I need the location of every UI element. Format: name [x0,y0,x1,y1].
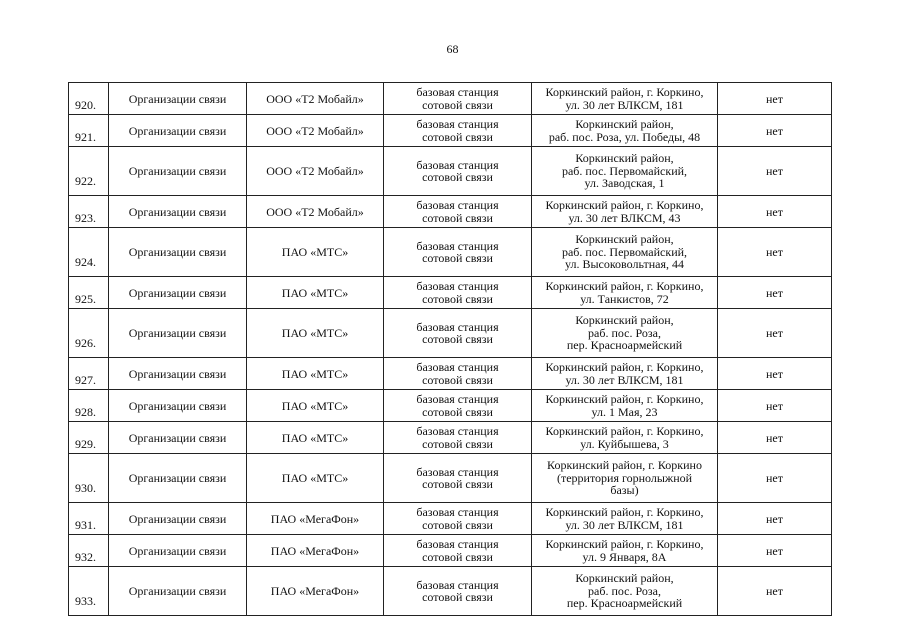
operator-name: ПАО «МегаФон» [247,535,384,567]
address-line: раб. пос. Первомайский, [561,163,688,178]
address-line: Коркинский район, г. Коркино, [545,424,704,438]
address-line: Коркинский район, г. Коркино, [545,279,704,293]
address-line: ул. Высоковольтная, 44 [564,257,684,272]
object-address [532,422,718,454]
object-address [532,454,718,503]
row-number: 926. [69,309,109,358]
object-type-line: сотовой связи [422,332,493,346]
object-type-line: базовая станция [416,238,499,253]
page-number: 68 [446,42,459,56]
organization-category: Организации связи [109,277,247,309]
address-line: Коркинский район, г. Коркино [547,458,702,473]
status-value: нет [718,503,832,535]
object-type-line: сотовой связи [422,436,493,451]
operator-name: ПАО «МТС» [247,390,384,422]
object-address [532,309,718,358]
operator-name: ПАО «МегаФон» [247,567,384,616]
organization-category: Организации связи [109,567,247,616]
object-type [384,228,532,277]
organization-category: Организации связи [109,83,247,115]
operator-name: ПАО «МТС» [247,228,384,277]
address-line: Коркинский район, г. Коркино, [545,85,704,99]
operator-name: ПАО «МегаФон» [247,503,384,535]
row-number: 933. [69,567,109,616]
row-number: 921. [69,115,109,147]
address-line: раб. пос. Роза, ул. Победы, 48 [548,129,701,144]
status-value: нет [718,309,832,358]
organization-category: Организации связи [109,358,247,390]
organization-category: Организации связи [109,228,247,277]
table-row [69,567,832,616]
address-line: Коркинский район, [575,117,674,131]
table-row [69,309,832,358]
status-value: нет [718,147,832,196]
operator-name: ООО «Т2 Мобайл» [247,115,384,147]
object-type [384,115,532,147]
operator-name: ООО «Т2 Мобайл» [247,147,384,196]
table-row [69,228,832,277]
address-line: ул. Танкистов, 72 [580,291,669,306]
object-address [532,358,718,390]
address-line: базы) [610,483,639,498]
object-address [532,567,718,616]
table-row [69,535,832,567]
row-number: 922. [69,147,109,196]
status-value: нет [718,567,832,616]
object-type-line: сотовой связи [422,477,493,491]
address-line: ул. 30 лет ВЛКСМ, 181 [565,97,684,112]
address-line: Коркинский район, г. Коркино, [545,505,704,519]
object-type [384,535,532,567]
status-value: нет [718,115,832,147]
object-type-line: базовая станция [416,198,499,212]
object-type-line: сотовой связи [422,129,493,144]
address-line: ул. Куйбышева, 3 [580,436,669,451]
row-number: 932. [69,535,109,567]
object-type-line: сотовой связи [422,251,493,265]
status-value: нет [718,277,832,309]
object-type [384,196,532,228]
status-value: нет [718,358,832,390]
object-address [532,277,718,309]
organization-category: Организации связи [109,454,247,503]
organization-category: Организации связи [109,535,247,567]
operator-name: ООО «Т2 Мобайл» [247,83,384,115]
object-type-line: базовая станция [416,319,499,334]
object-type-line: базовая станция [416,392,499,406]
object-type [384,83,532,115]
address-line: ул. 1 Мая, 23 [591,404,658,419]
object-type-line: базовая станция [416,117,499,131]
address-line: раб. пос. Первомайский, [561,244,688,259]
object-type-line: сотовой связи [422,549,493,564]
operator-name: ПАО «МТС» [247,358,384,390]
object-type-line: базовая станция [416,537,499,551]
address-line: Коркинский район, г. Коркино, [545,198,704,212]
row-number: 928. [69,390,109,422]
object-type-line: сотовой связи [422,291,493,306]
status-value: нет [718,535,832,567]
operator-name: ПАО «МТС» [247,309,384,358]
object-type-line: базовая станция [416,279,499,293]
address-line: Коркинский район, [575,571,674,586]
address-line: ул. Заводская, 1 [584,176,665,191]
operator-name: ПАО «МТС» [247,277,384,309]
object-type [384,567,532,616]
row-number: 930. [69,454,109,503]
object-address [532,115,718,147]
object-type-line: базовая станция [416,157,499,172]
object-address [532,196,718,228]
object-type-line: сотовой связи [422,372,493,387]
object-type [384,422,532,454]
row-number: 923. [69,196,109,228]
address-line: Коркинский район, г. Коркино, [545,537,704,551]
address-line: раб. пос. Роза, [588,583,661,598]
object-address [532,83,718,115]
object-type-line: сотовой связи [422,517,493,532]
object-type-line: базовая станция [416,577,499,592]
object-type-line: сотовой связи [422,210,493,225]
object-type-line: сотовой связи [422,97,493,112]
address-line: ул. 9 Января, 8А [582,549,667,564]
address-line: Коркинский район, г. Коркино, [545,392,704,406]
table-row [69,147,832,196]
object-type [384,147,532,196]
object-type [384,503,532,535]
organization-category: Организации связи [109,196,247,228]
object-address [532,390,718,422]
object-type-line: базовая станция [416,85,499,99]
status-value: нет [718,83,832,115]
status-value: нет [718,454,832,503]
organization-category: Организации связи [109,422,247,454]
address-line: пер. Красноармейский [566,596,683,611]
operator-name: ПАО «МТС» [247,422,384,454]
row-number: 931. [69,503,109,535]
row-number: 920. [69,83,109,115]
table-row [69,115,832,147]
object-type [384,454,532,503]
table-row [69,422,832,454]
row-number: 925. [69,277,109,309]
object-address [532,228,718,277]
address-line: Коркинский район, [575,232,674,247]
address-line: Коркинский район, г. Коркино, [545,360,704,374]
table-row [69,196,832,228]
table-row [69,454,832,503]
object-type-line: базовая станция [416,424,499,438]
address-line: (территория горнолыжной [556,470,693,485]
object-type [384,358,532,390]
address-line: ул. 30 лет ВЛКСМ, 43 [568,210,681,225]
object-type-line: базовая станция [416,360,499,374]
address-line: Коркинский район, [575,151,674,166]
object-type [384,277,532,309]
object-type-line: базовая станция [416,464,499,479]
object-type-line: сотовой связи [422,404,493,419]
table-row [69,83,832,115]
table-row [69,390,832,422]
organization-category: Организации связи [109,390,247,422]
object-type-line: сотовой связи [422,170,493,184]
address-line: ул. 30 лет ВЛКСМ, 181 [565,372,684,387]
operator-name: ПАО «МТС» [247,454,384,503]
organization-category: Организации связи [109,309,247,358]
organization-category: Организации связи [109,503,247,535]
table-row [69,277,832,309]
status-value: нет [718,422,832,454]
row-number: 924. [69,228,109,277]
table-row [69,503,832,535]
object-type [384,309,532,358]
row-number: 927. [69,358,109,390]
table-row [69,358,832,390]
organization-category: Организации связи [109,147,247,196]
object-type-line: базовая станция [416,505,499,519]
address-line: Коркинский район, [575,313,674,328]
status-value: нет [718,196,832,228]
object-address [532,147,718,196]
status-value: нет [718,390,832,422]
object-type-line: сотовой связи [422,590,493,604]
object-type [384,390,532,422]
object-address [532,503,718,535]
address-line: раб. пос. Роза, [588,325,661,340]
object-address [532,535,718,567]
registry-table [68,82,832,616]
operator-name: ООО «Т2 Мобайл» [247,196,384,228]
address-line: ул. 30 лет ВЛКСМ, 181 [565,517,684,532]
row-number: 929. [69,422,109,454]
address-line: пер. Красноармейский [566,338,683,353]
organization-category: Организации связи [109,115,247,147]
status-value: нет [718,228,832,277]
